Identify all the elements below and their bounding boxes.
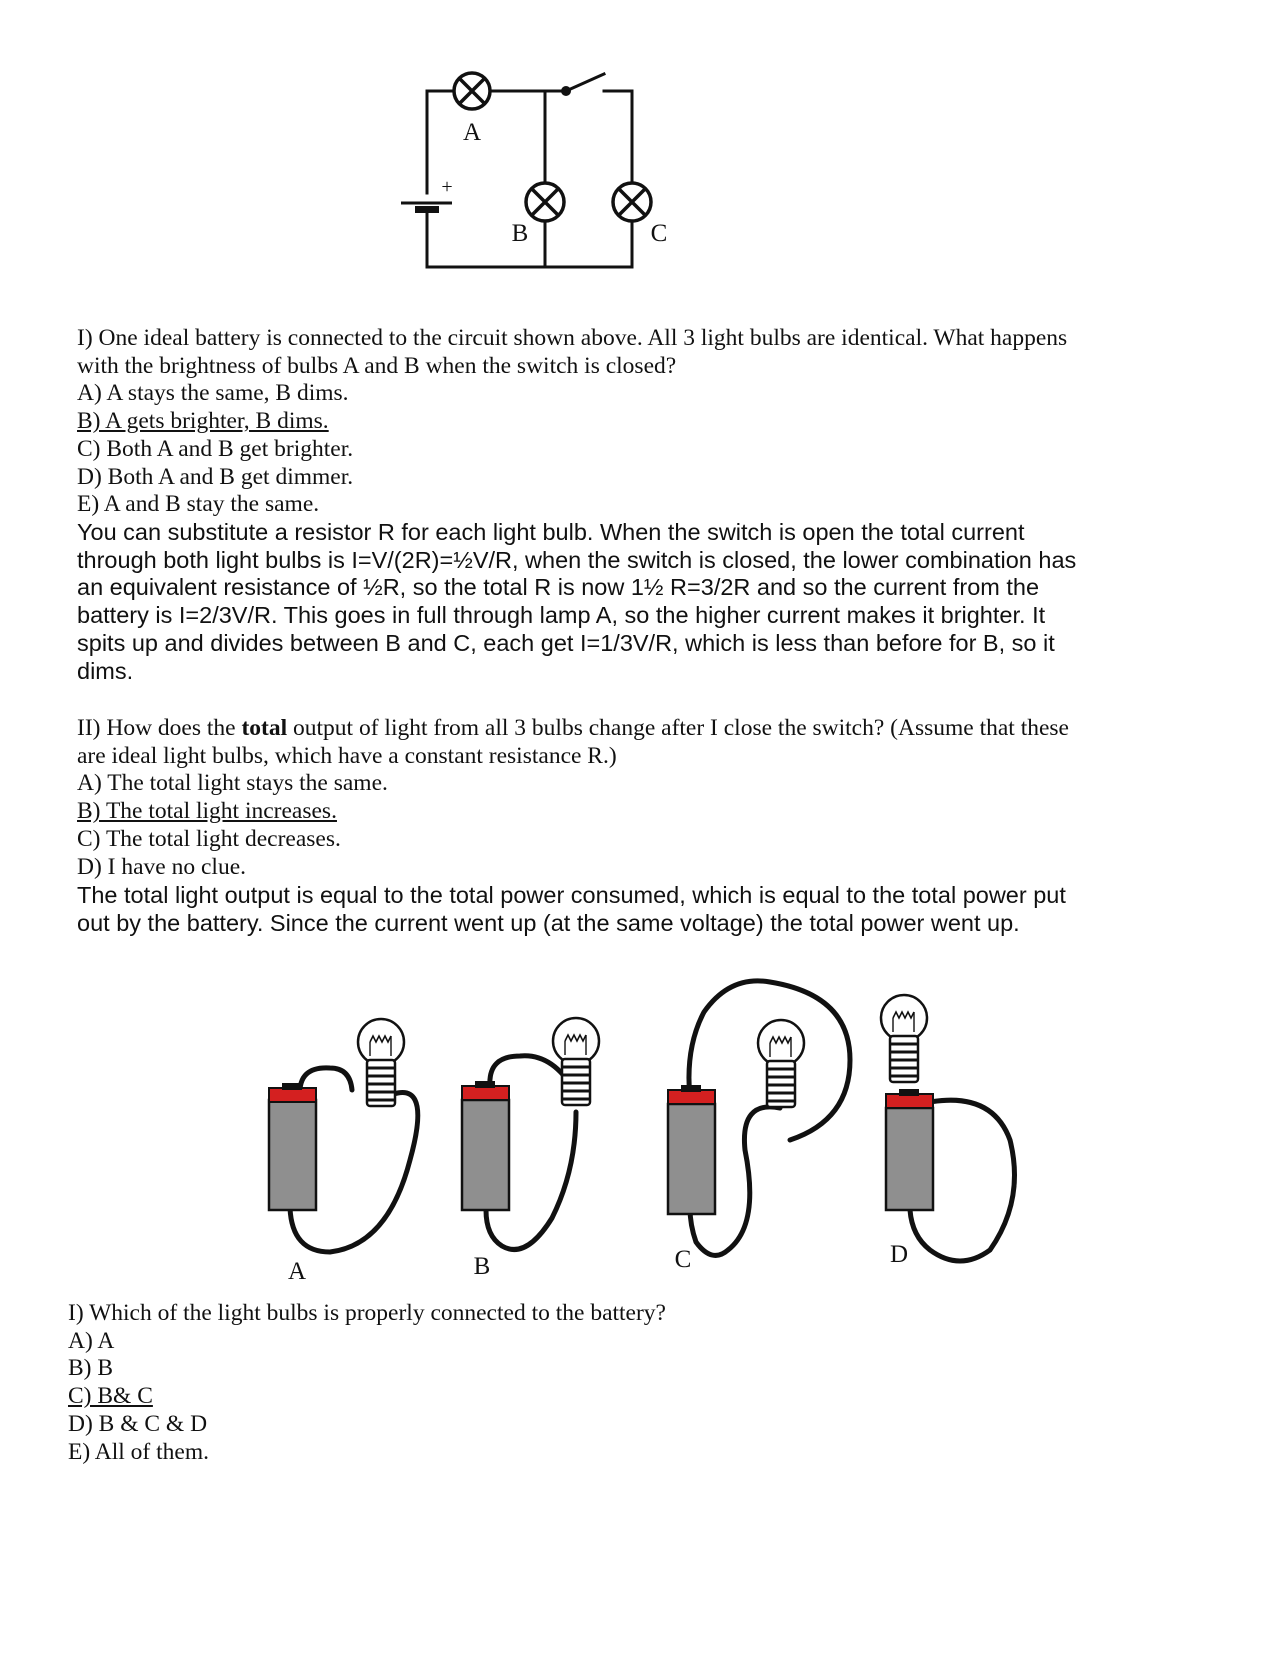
question-2-answer: B) The total light increases.: [77, 798, 337, 825]
question-2-option-b: [77, 798, 1227, 826]
explanation-line: through both light bulbs is I=V/(2R)=½V/R, when the switch is closed, the lower combination has: [77, 546, 1077, 573]
battery-b: [462, 1081, 509, 1210]
question-2-prompt-bold: total: [241, 715, 288, 741]
light-bulb-b: [553, 1018, 599, 1105]
question-3: [68, 1300, 1218, 1466]
question-2-prompt-line: are ideal light bulbs, which have a constant resistance R.): [77, 742, 617, 769]
question-1-option-e: E) A and B stay the same.: [77, 491, 320, 518]
explanation-line: dims.: [77, 657, 134, 684]
question-3-prompt: I) Which of the light bulbs is properly connected to the battery?: [68, 1300, 666, 1326]
question-2-option-c: C) The total light decreases.: [77, 825, 341, 852]
explanation-line: You can substitute a resistor R for each light bulb. When the switch is open the total current: [77, 519, 1025, 545]
bulb-c-symbol: [613, 183, 651, 221]
figure-label-a: A: [287, 1258, 307, 1280]
question-3-answer: C) B& C: [68, 1383, 153, 1410]
question-1-prompt-line: with the brightness of bulbs A and B when the switch is closed?: [77, 352, 677, 379]
question-1-option-c: C) Both A and B get brighter.: [77, 435, 354, 462]
light-bulb-c: [758, 1020, 804, 1107]
question-3-option-d: D) B & C & D: [68, 1410, 208, 1437]
question-1-option-d: D) Both A and B get dimmer.: [77, 463, 354, 490]
question-2-prompt-end: output of light from all 3 bulbs change after I close the switch? (Assume that these: [287, 715, 1069, 741]
bulb-b-symbol: [526, 183, 564, 221]
explanation-line: battery is I=2/3V/R. This goes in full through lamp A, so the higher current makes it brighter. It: [77, 602, 1046, 629]
circuit-diagram: [0, 0, 1280, 300]
question-3-option-b: B) B: [68, 1355, 114, 1382]
question-2-explanation: [77, 882, 1227, 937]
bulb-a-symbol: [454, 73, 490, 109]
question-2-option-d: D) I have no clue.: [77, 853, 246, 880]
question-2-prompt-start: II) How does the: [77, 715, 242, 741]
figure-label-c: C: [674, 1246, 692, 1273]
battery-plus-label: +: [441, 176, 453, 198]
question-1-explanation: [77, 519, 1227, 685]
battery-d: [886, 1089, 933, 1210]
question-1-option-a: A) A stays the same, B dims.: [77, 380, 349, 407]
figure-label-d: D: [889, 1241, 909, 1268]
light-bulb-d: [881, 995, 927, 1082]
explanation-line: out by the battery. Since the current went up (at the same voltage) the total power went up.: [77, 909, 1020, 936]
bulb-c-label: C: [650, 220, 668, 247]
question-3-option-c: [68, 1383, 1218, 1411]
explanation-line: an equivalent resistance of ½R, so the total R is now 1½ R=3/2R and so the current from the: [77, 574, 1040, 601]
question-2: [77, 715, 1227, 881]
question-3-option-a: A) A: [68, 1327, 115, 1354]
explanation-line: The total light output is equal to the total power consumed, which is equal to the total power put: [77, 882, 1066, 908]
battery-a: [269, 1083, 316, 1210]
battery-symbol: [401, 203, 452, 213]
bulb-b-label: B: [511, 220, 529, 247]
explanation-line: spits up and divides between B and C, each get I=1/3V/R, which is less than before for B, so it: [77, 629, 1055, 656]
question-1-answer: B) A gets brighter, B dims.: [77, 408, 329, 435]
question-3-option-e: E) All of them.: [68, 1438, 209, 1465]
question-1-prompt-line: I) One ideal battery is connected to the circuit shown above. All 3 light bulbs are identical. What happens: [77, 325, 1068, 351]
question-2-option-a: A) The total light stays the same.: [77, 770, 388, 797]
figure-label-b: B: [473, 1253, 491, 1280]
question-2-prompt-line: [77, 715, 1227, 743]
switch-pivot: [561, 86, 571, 96]
question-1-option-b: [77, 408, 1227, 436]
question-1: [77, 325, 1227, 519]
battery-c: [668, 1085, 715, 1214]
battery-bulb-figure: [0, 970, 1280, 1280]
bulb-a-label: A: [462, 119, 482, 146]
